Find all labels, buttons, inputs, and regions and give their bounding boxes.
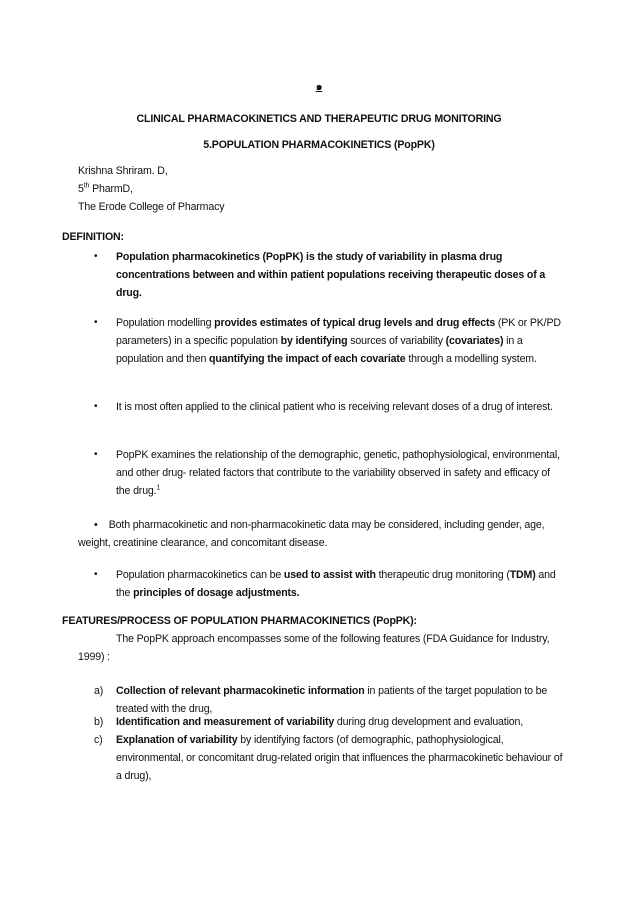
author-name: Krishna Shriram. D,	[78, 165, 168, 177]
features-intro: The PopPK approach encompasses some of the following features (FDA Guidance for Industry, 1999) :	[78, 633, 550, 663]
feature-item-c	[94, 731, 564, 785]
course-title: CLINICAL PHARMACOKINETICS AND THERAPEUTIC DRUG MONITORING	[136, 113, 502, 125]
bullet-text: Population pharmacokinetics can be used to assist with therapeutic drug monitoring (TDM) and the principles of dosage adjustments.	[116, 569, 556, 599]
bullet-text: It is most often applied to the clinical patient who is receiving relevant doses of a drug of interest.	[116, 401, 553, 413]
bullet-text: Population pharmacokinetics (PopPK) is the study of variability in plasma drug concentrations between and within patient populations receiving therapeutic doses of a drug.	[116, 251, 546, 299]
definition-heading: DEFINITION:	[62, 231, 124, 243]
definition-bullet-6	[94, 566, 564, 602]
bullet-icon: •	[94, 401, 98, 412]
bullet-icon: •	[94, 449, 98, 460]
bullet-text: Population modelling provides estimates of typical drug levels and drug effects (PK or PK/PD parameters) in a specific population by identifying sources of variability (covariates) in a population and then quantifying the impact of each covariate through a modelling system.	[116, 317, 561, 365]
item-label: c)	[94, 734, 103, 746]
bullet-icon: •	[94, 519, 98, 531]
bullet-icon: •	[94, 251, 98, 262]
page-mark: ๑	[315, 81, 323, 93]
definition-bullet-2	[94, 314, 564, 368]
definition-bullet-4	[94, 446, 564, 500]
bullet-icon: •	[94, 317, 98, 328]
item-text: Explanation of variability by identifying factors (of demographic, pathophysiological, environmental, or concomitant drug-related origin that influences the pharmacokinetic behaviour of a drug),	[116, 734, 563, 782]
bullet-icon: •	[94, 569, 98, 580]
year-program: PharmD,	[89, 183, 133, 195]
chapter-title: 5.POPULATION PHARMACOKINETICS (PopPK)	[203, 139, 435, 151]
year-number: 5	[78, 183, 84, 195]
definition-bullet-1	[94, 248, 564, 302]
footnote-ref: 1	[156, 484, 161, 492]
author-college: The Erode College of Pharmacy	[78, 201, 225, 213]
feature-item-b	[94, 713, 564, 731]
item-text: Collection of relevant pharmacokinetic information in patients of the target population to be treated with the drug,	[116, 685, 548, 715]
item-label: b)	[94, 716, 104, 728]
definition-bullet-3	[94, 398, 564, 434]
bullet-text: PopPK examines the relationship of the demographic, genetic, pathophysiological, environmental, and other drug- related factors that contribute to the variability observed in safety and efficacy of the drug.$^1$	[116, 449, 560, 497]
features-heading: FEATURES/PROCESS OF POPULATION PHARMACOKINETICS (PopPK):	[62, 615, 417, 627]
year-superscript: th	[83, 182, 90, 190]
definition-bullet-5	[78, 516, 564, 552]
item-label: a)	[94, 685, 104, 697]
item-text: Identification and measurement of variability during drug development and evaluation,	[116, 716, 524, 728]
author-year	[78, 180, 133, 198]
bullet-text: Both pharmacokinetic and non-pharmacokinetic data may be considered, including gender, age, weight, creatinine clearance, and concomitant disease.	[78, 519, 545, 549]
